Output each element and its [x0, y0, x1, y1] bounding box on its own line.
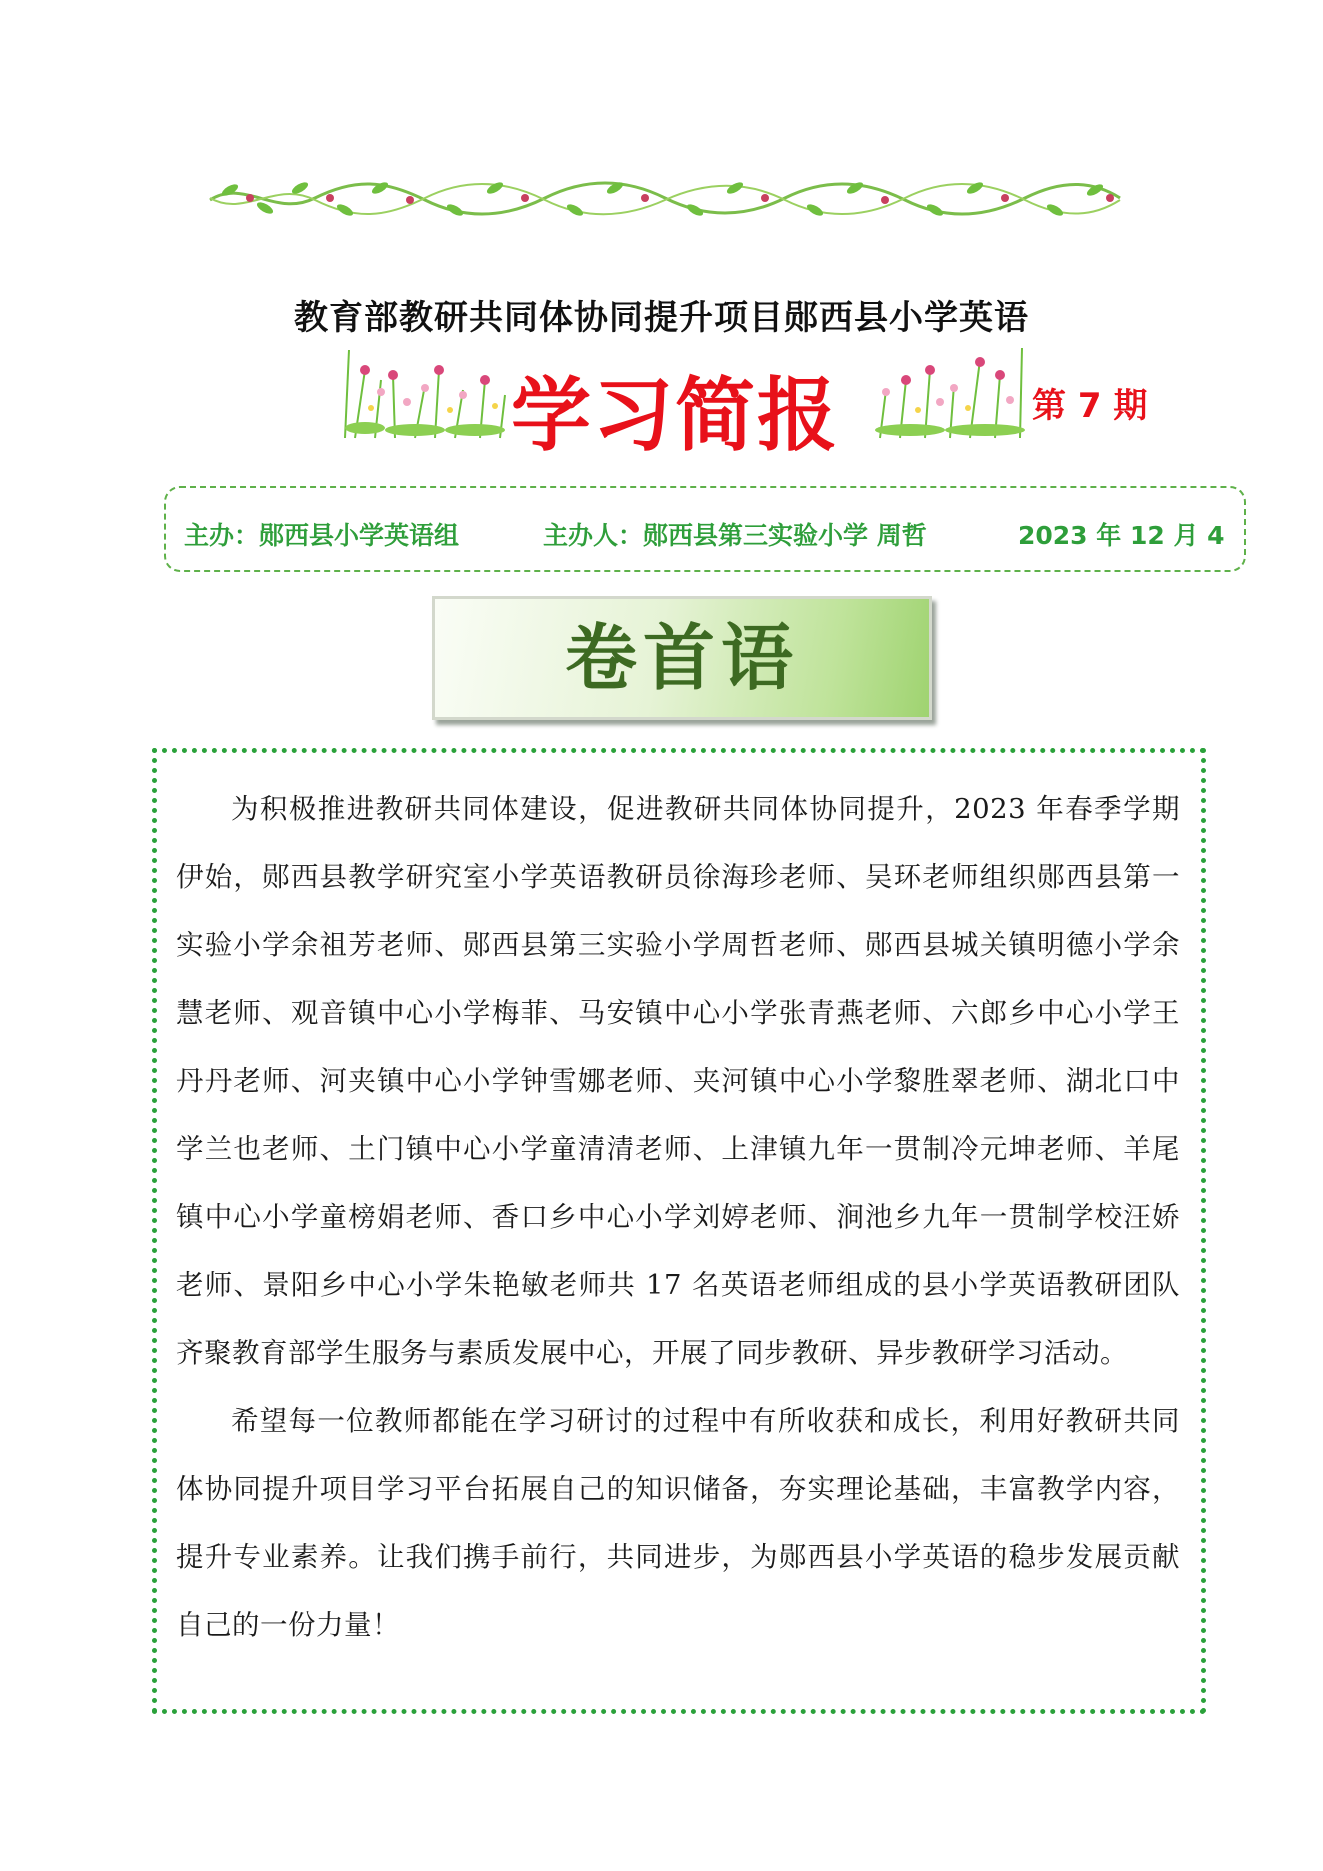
flower-cluster-icon — [870, 340, 1030, 440]
newsletter-title: 学习简报 — [511, 368, 839, 462]
flower-cluster-icon — [335, 340, 510, 440]
host-label: 主办人：郧西县第三实验小学 周哲 — [543, 521, 927, 550]
paragraph: 为积极推进教研共同体建设，促进教研共同体协同提升，2023 年春季学期伊始，郧西县教学研究室小学英语教研员徐海珍老师、吴环老师组织郧西县第一实验小学余祖芳老师、郧西县第三实验小学周哲老师、郧西县城关镇明德小学余慧老师、观音镇中心小学梅菲、马安镇中心小学张青燕老师、六郎乡中心小学王丹丹老师、河夹镇中心小学钟雪娜老师、夹河镇中心小学黎胜翠老师、湖北口中学兰也老师、土门镇中心小学童清清老师、上津镇九年一贯制冷元坤老师、羊尾镇中心小学童榜娟老师、香口乡中心小学刘婷老师、涧池乡九年一贯制学校汪娇老师、景阳乡中心小学朱艳敏老师共 17 名英语老师组成的县小学英语教研团队齐聚教育部学生服务与素质发展中心，开展了同步教研、异步教研学习活动。 — [176, 793, 1180, 1369]
issue-number: 第 7 期 — [1032, 386, 1148, 426]
vine-border-icon — [205, 168, 1125, 228]
headline: 教育部教研共同体协同提升项目郧西县小学英语 — [294, 298, 1029, 338]
content-body — [176, 775, 1180, 1659]
organizer-label: 主办：郧西县小学英语组 — [184, 521, 460, 550]
date-label: 2023 年 12 月 4 — [1018, 521, 1225, 550]
section-title: 卷首语 — [564, 615, 799, 700]
paragraph: 希望每一位教师都能在学习研讨的过程中有所收获和成长，利用好教研共同体协同提升项目学习平台拓展自己的知识储备，夯实理论基础，丰富教学内容，提升专业素养。让我们携手前行，共同进步，为郧西县小学英语的稳步发展贡献自己的一份力量！ — [176, 1405, 1180, 1641]
